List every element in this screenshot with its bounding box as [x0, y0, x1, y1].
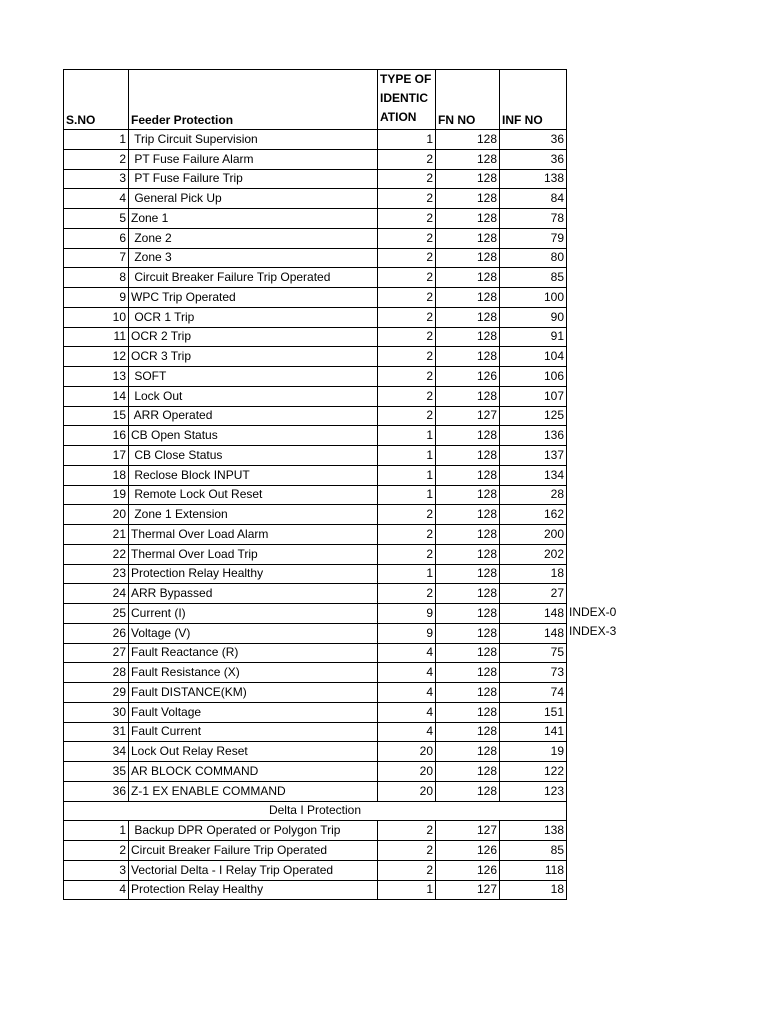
- cell-fn-no: 128: [436, 564, 500, 584]
- cell-type: 2: [378, 525, 436, 545]
- cell-sno: 27: [64, 643, 129, 663]
- cell-signal-name: Fault DISTANCE(KM): [129, 683, 378, 703]
- cell-fn-no: 126: [436, 841, 500, 861]
- header-fn-no: FN NO: [436, 70, 500, 130]
- cell-type: 9: [378, 623, 436, 643]
- feeder-table-row: [64, 623, 567, 643]
- delta-table-row: [64, 880, 567, 900]
- cell-sno: 11: [64, 327, 129, 347]
- cell-inf-no: 85: [500, 268, 567, 288]
- cell-sno: 17: [64, 446, 129, 466]
- cell-sno: 16: [64, 426, 129, 446]
- cell-inf-no: 137: [500, 446, 567, 466]
- cell-fn-no: 128: [436, 742, 500, 762]
- cell-sno: 22: [64, 544, 129, 564]
- section-header-row: [64, 801, 567, 821]
- cell-inf-no: 148: [500, 604, 567, 624]
- cell-signal-name: Zone 1: [129, 209, 378, 229]
- cell-signal-name: Remote Lock Out Reset: [129, 485, 378, 505]
- cell-fn-no: 128: [436, 189, 500, 209]
- cell-type: 2: [378, 209, 436, 229]
- cell-type: 1: [378, 446, 436, 466]
- cell-signal-name: Z-1 EX ENABLE COMMAND: [129, 781, 378, 801]
- cell-sno: 34: [64, 742, 129, 762]
- cell-fn-no: 128: [436, 663, 500, 683]
- feeder-table-row: [64, 248, 567, 268]
- cell-type: 2: [378, 821, 436, 841]
- cell-signal-name: Zone 2: [129, 228, 378, 248]
- cell-inf-no: 18: [500, 880, 567, 900]
- cell-sno: 28: [64, 663, 129, 683]
- cell-inf-no: 122: [500, 762, 567, 782]
- cell-sno: 12: [64, 347, 129, 367]
- cell-inf-no: 141: [500, 722, 567, 742]
- cell-type: 1: [378, 465, 436, 485]
- delta-table-row: [64, 841, 567, 861]
- cell-inf-no: 74: [500, 683, 567, 703]
- cell-sno: 4: [64, 880, 129, 900]
- cell-fn-no: 127: [436, 880, 500, 900]
- cell-inf-no: 123: [500, 781, 567, 801]
- cell-fn-no: 128: [436, 248, 500, 268]
- cell-sno: 8: [64, 268, 129, 288]
- cell-sno: 7: [64, 248, 129, 268]
- feeder-table-row: [64, 386, 567, 406]
- cell-signal-name: Protection Relay Healthy: [129, 564, 378, 584]
- cell-fn-no: 127: [436, 406, 500, 426]
- cell-fn-no: 126: [436, 367, 500, 387]
- feeder-table-row: [64, 584, 567, 604]
- cell-sno: 4: [64, 189, 129, 209]
- cell-fn-no: 128: [436, 209, 500, 229]
- cell-inf-no: 138: [500, 169, 567, 189]
- cell-type: 9: [378, 604, 436, 624]
- cell-inf-no: 106: [500, 367, 567, 387]
- cell-inf-no: 28: [500, 485, 567, 505]
- cell-type: 2: [378, 406, 436, 426]
- cell-fn-no: 128: [436, 604, 500, 624]
- feeder-table-row: [64, 742, 567, 762]
- cell-signal-name: OCR 1 Trip: [129, 307, 378, 327]
- cell-signal-name: CB Close Status: [129, 446, 378, 466]
- cell-inf-no: 36: [500, 149, 567, 169]
- feeder-table-row: [64, 169, 567, 189]
- cell-sno: 36: [64, 781, 129, 801]
- cell-inf-no: 84: [500, 189, 567, 209]
- cell-fn-no: 128: [436, 149, 500, 169]
- cell-sno: 25: [64, 604, 129, 624]
- cell-signal-name: OCR 3 Trip: [129, 347, 378, 367]
- index-note: INDEX-0: [569, 604, 617, 619]
- feeder-table-row: [64, 564, 567, 584]
- cell-fn-no: 128: [436, 169, 500, 189]
- cell-fn-no: 128: [436, 683, 500, 703]
- cell-sno: 1: [64, 130, 129, 150]
- cell-inf-no: 202: [500, 544, 567, 564]
- cell-inf-no: 18: [500, 564, 567, 584]
- cell-type: 4: [378, 663, 436, 683]
- cell-inf-no: 118: [500, 860, 567, 880]
- cell-signal-name: PT Fuse Failure Trip: [129, 169, 378, 189]
- cell-signal-name: CB Open Status: [129, 426, 378, 446]
- cell-type: 4: [378, 643, 436, 663]
- cell-type: 2: [378, 268, 436, 288]
- feeder-table-row: [64, 663, 567, 683]
- cell-signal-name: Fault Voltage: [129, 702, 378, 722]
- cell-inf-no: 27: [500, 584, 567, 604]
- cell-sno: 10: [64, 307, 129, 327]
- cell-signal-name: ARR Bypassed: [129, 584, 378, 604]
- cell-fn-no: 128: [436, 643, 500, 663]
- feeder-table-row: [64, 189, 567, 209]
- feeder-table-row: [64, 604, 567, 624]
- cell-type: 2: [378, 189, 436, 209]
- cell-type: 2: [378, 149, 436, 169]
- cell-type: 2: [378, 228, 436, 248]
- cell-type: 20: [378, 762, 436, 782]
- table-body: [64, 70, 617, 900]
- header-row: [64, 70, 567, 130]
- cell-inf-no: 151: [500, 702, 567, 722]
- cell-fn-no: 128: [436, 327, 500, 347]
- protection-signal-table: [63, 69, 617, 900]
- cell-signal-name: Backup DPR Operated or Polygon Trip: [129, 821, 378, 841]
- cell-signal-name: Trip Circuit Supervision: [129, 130, 378, 150]
- cell-inf-no: 75: [500, 643, 567, 663]
- feeder-table-row: [64, 544, 567, 564]
- cell-sno: 23: [64, 564, 129, 584]
- cell-type: 2: [378, 288, 436, 308]
- feeder-table-row: [64, 643, 567, 663]
- cell-fn-no: 128: [436, 702, 500, 722]
- cell-signal-name: PT Fuse Failure Alarm: [129, 149, 378, 169]
- cell-type: 1: [378, 426, 436, 446]
- feeder-table-row: [64, 485, 567, 505]
- cell-fn-no: 128: [436, 268, 500, 288]
- section-title: Delta I Protection: [64, 801, 567, 821]
- cell-signal-name: SOFT: [129, 367, 378, 387]
- cell-inf-no: 78: [500, 209, 567, 229]
- cell-signal-name: ARR Operated: [129, 406, 378, 426]
- cell-fn-no: 128: [436, 485, 500, 505]
- cell-type: 20: [378, 742, 436, 762]
- cell-inf-no: 85: [500, 841, 567, 861]
- cell-type: 2: [378, 544, 436, 564]
- cell-signal-name: Fault Current: [129, 722, 378, 742]
- cell-fn-no: 128: [436, 623, 500, 643]
- cell-signal-name: Current (I): [129, 604, 378, 624]
- cell-type: 2: [378, 327, 436, 347]
- cell-signal-name: Protection Relay Healthy: [129, 880, 378, 900]
- cell-fn-no: 128: [436, 544, 500, 564]
- cell-inf-no: 136: [500, 426, 567, 446]
- cell-sno: 2: [64, 149, 129, 169]
- cell-signal-name: AR BLOCK COMMAND: [129, 762, 378, 782]
- cell-signal-name: Circuit Breaker Failure Trip Operated: [129, 268, 378, 288]
- cell-inf-no: 100: [500, 288, 567, 308]
- cell-sno: 19: [64, 485, 129, 505]
- feeder-table-row: [64, 426, 567, 446]
- cell-type: 1: [378, 564, 436, 584]
- feeder-table-row: [64, 228, 567, 248]
- cell-signal-name: Reclose Block INPUT: [129, 465, 378, 485]
- cell-fn-no: 128: [436, 426, 500, 446]
- cell-inf-no: 90: [500, 307, 567, 327]
- cell-fn-no: 128: [436, 465, 500, 485]
- cell-sno: 3: [64, 169, 129, 189]
- cell-type: 4: [378, 722, 436, 742]
- cell-fn-no: 128: [436, 446, 500, 466]
- cell-fn-no: 128: [436, 228, 500, 248]
- cell-fn-no: 128: [436, 525, 500, 545]
- cell-type: 2: [378, 347, 436, 367]
- cell-sno: 20: [64, 505, 129, 525]
- cell-signal-name: WPC Trip Operated: [129, 288, 378, 308]
- cell-inf-no: 125: [500, 406, 567, 426]
- cell-inf-no: 162: [500, 505, 567, 525]
- delta-table-row: [64, 821, 567, 841]
- feeder-table-row: [64, 406, 567, 426]
- cell-inf-no: 148: [500, 623, 567, 643]
- cell-sno: 5: [64, 209, 129, 229]
- cell-signal-name: Lock Out Relay Reset: [129, 742, 378, 762]
- delta-table-row: [64, 860, 567, 880]
- feeder-table-row: [64, 268, 567, 288]
- cell-signal-name: Fault Resistance (X): [129, 663, 378, 683]
- cell-sno: 29: [64, 683, 129, 703]
- feeder-table-row: [64, 149, 567, 169]
- cell-type: 1: [378, 130, 436, 150]
- cell-sno: 30: [64, 702, 129, 722]
- cell-type: 1: [378, 485, 436, 505]
- cell-type: 20: [378, 781, 436, 801]
- cell-signal-name: Fault Reactance (R): [129, 643, 378, 663]
- cell-type: 2: [378, 307, 436, 327]
- feeder-table-row: [64, 781, 567, 801]
- cell-fn-no: 128: [436, 722, 500, 742]
- cell-sno: 26: [64, 623, 129, 643]
- cell-fn-no: 128: [436, 307, 500, 327]
- cell-fn-no: 127: [436, 821, 500, 841]
- feeder-table-row: [64, 762, 567, 782]
- cell-fn-no: 128: [436, 130, 500, 150]
- header-sno: S.NO: [64, 70, 129, 130]
- cell-signal-name: Zone 1 Extension: [129, 505, 378, 525]
- cell-inf-no: 19: [500, 742, 567, 762]
- feeder-table-row: [64, 367, 567, 387]
- cell-type: 2: [378, 860, 436, 880]
- feeder-table-row: [64, 288, 567, 308]
- cell-signal-name: Thermal Over Load Alarm: [129, 525, 378, 545]
- cell-type: 2: [378, 169, 436, 189]
- cell-signal-name: Vectorial Delta - I Relay Trip Operated: [129, 860, 378, 880]
- feeder-table-row: [64, 209, 567, 229]
- cell-sno: 2: [64, 841, 129, 861]
- cell-sno: 24: [64, 584, 129, 604]
- feeder-table-row: [64, 505, 567, 525]
- cell-fn-no: 128: [436, 584, 500, 604]
- cell-type: 2: [378, 584, 436, 604]
- cell-type: 4: [378, 702, 436, 722]
- cell-signal-name: Circuit Breaker Failure Trip Operated: [129, 841, 378, 861]
- index-note: INDEX-3: [569, 624, 617, 639]
- cell-inf-no: 104: [500, 347, 567, 367]
- cell-sno: 18: [64, 465, 129, 485]
- feeder-table-row: [64, 683, 567, 703]
- feeder-table-row: [64, 722, 567, 742]
- header-inf-no: INF NO: [500, 70, 567, 130]
- cell-type: 2: [378, 367, 436, 387]
- cell-fn-no: 128: [436, 505, 500, 525]
- cell-inf-no: 138: [500, 821, 567, 841]
- cell-fn-no: 126: [436, 860, 500, 880]
- feeder-table-row: [64, 465, 567, 485]
- cell-inf-no: 200: [500, 525, 567, 545]
- feeder-table-row: [64, 327, 567, 347]
- cell-sno: 6: [64, 228, 129, 248]
- cell-sno: 21: [64, 525, 129, 545]
- feeder-table-row: [64, 130, 567, 150]
- cell-sno: 3: [64, 860, 129, 880]
- cell-inf-no: 36: [500, 130, 567, 150]
- cell-fn-no: 128: [436, 347, 500, 367]
- feeder-table-row: [64, 347, 567, 367]
- cell-sno: 9: [64, 288, 129, 308]
- cell-sno: 35: [64, 762, 129, 782]
- cell-sno: 1: [64, 821, 129, 841]
- cell-inf-no: 73: [500, 663, 567, 683]
- cell-sno: 31: [64, 722, 129, 742]
- cell-type: 2: [378, 505, 436, 525]
- cell-signal-name: Thermal Over Load Trip: [129, 544, 378, 564]
- feeder-table-row: [64, 307, 567, 327]
- cell-inf-no: 107: [500, 386, 567, 406]
- cell-fn-no: 128: [436, 386, 500, 406]
- cell-type: 1: [378, 880, 436, 900]
- header-type-of-identication: TYPE OF IDENTIC ATION: [378, 70, 436, 130]
- cell-type: 2: [378, 841, 436, 861]
- cell-inf-no: 91: [500, 327, 567, 347]
- cell-type: 2: [378, 386, 436, 406]
- cell-signal-name: Lock Out: [129, 386, 378, 406]
- cell-inf-no: 80: [500, 248, 567, 268]
- cell-sno: 14: [64, 386, 129, 406]
- cell-sno: 15: [64, 406, 129, 426]
- cell-fn-no: 128: [436, 781, 500, 801]
- cell-inf-no: 79: [500, 228, 567, 248]
- cell-sno: 13: [64, 367, 129, 387]
- cell-signal-name: Zone 3: [129, 248, 378, 268]
- cell-signal-name: OCR 2 Trip: [129, 327, 378, 347]
- cell-fn-no: 128: [436, 288, 500, 308]
- feeder-table-row: [64, 702, 567, 722]
- cell-fn-no: 128: [436, 762, 500, 782]
- cell-signal-name: Voltage (V): [129, 623, 378, 643]
- cell-signal-name: General Pick Up: [129, 189, 378, 209]
- cell-type: 4: [378, 683, 436, 703]
- feeder-table-row: [64, 525, 567, 545]
- feeder-table-row: [64, 446, 567, 466]
- header-feeder-protection: Feeder Protection: [129, 70, 378, 130]
- cell-type: 2: [378, 248, 436, 268]
- cell-inf-no: 134: [500, 465, 567, 485]
